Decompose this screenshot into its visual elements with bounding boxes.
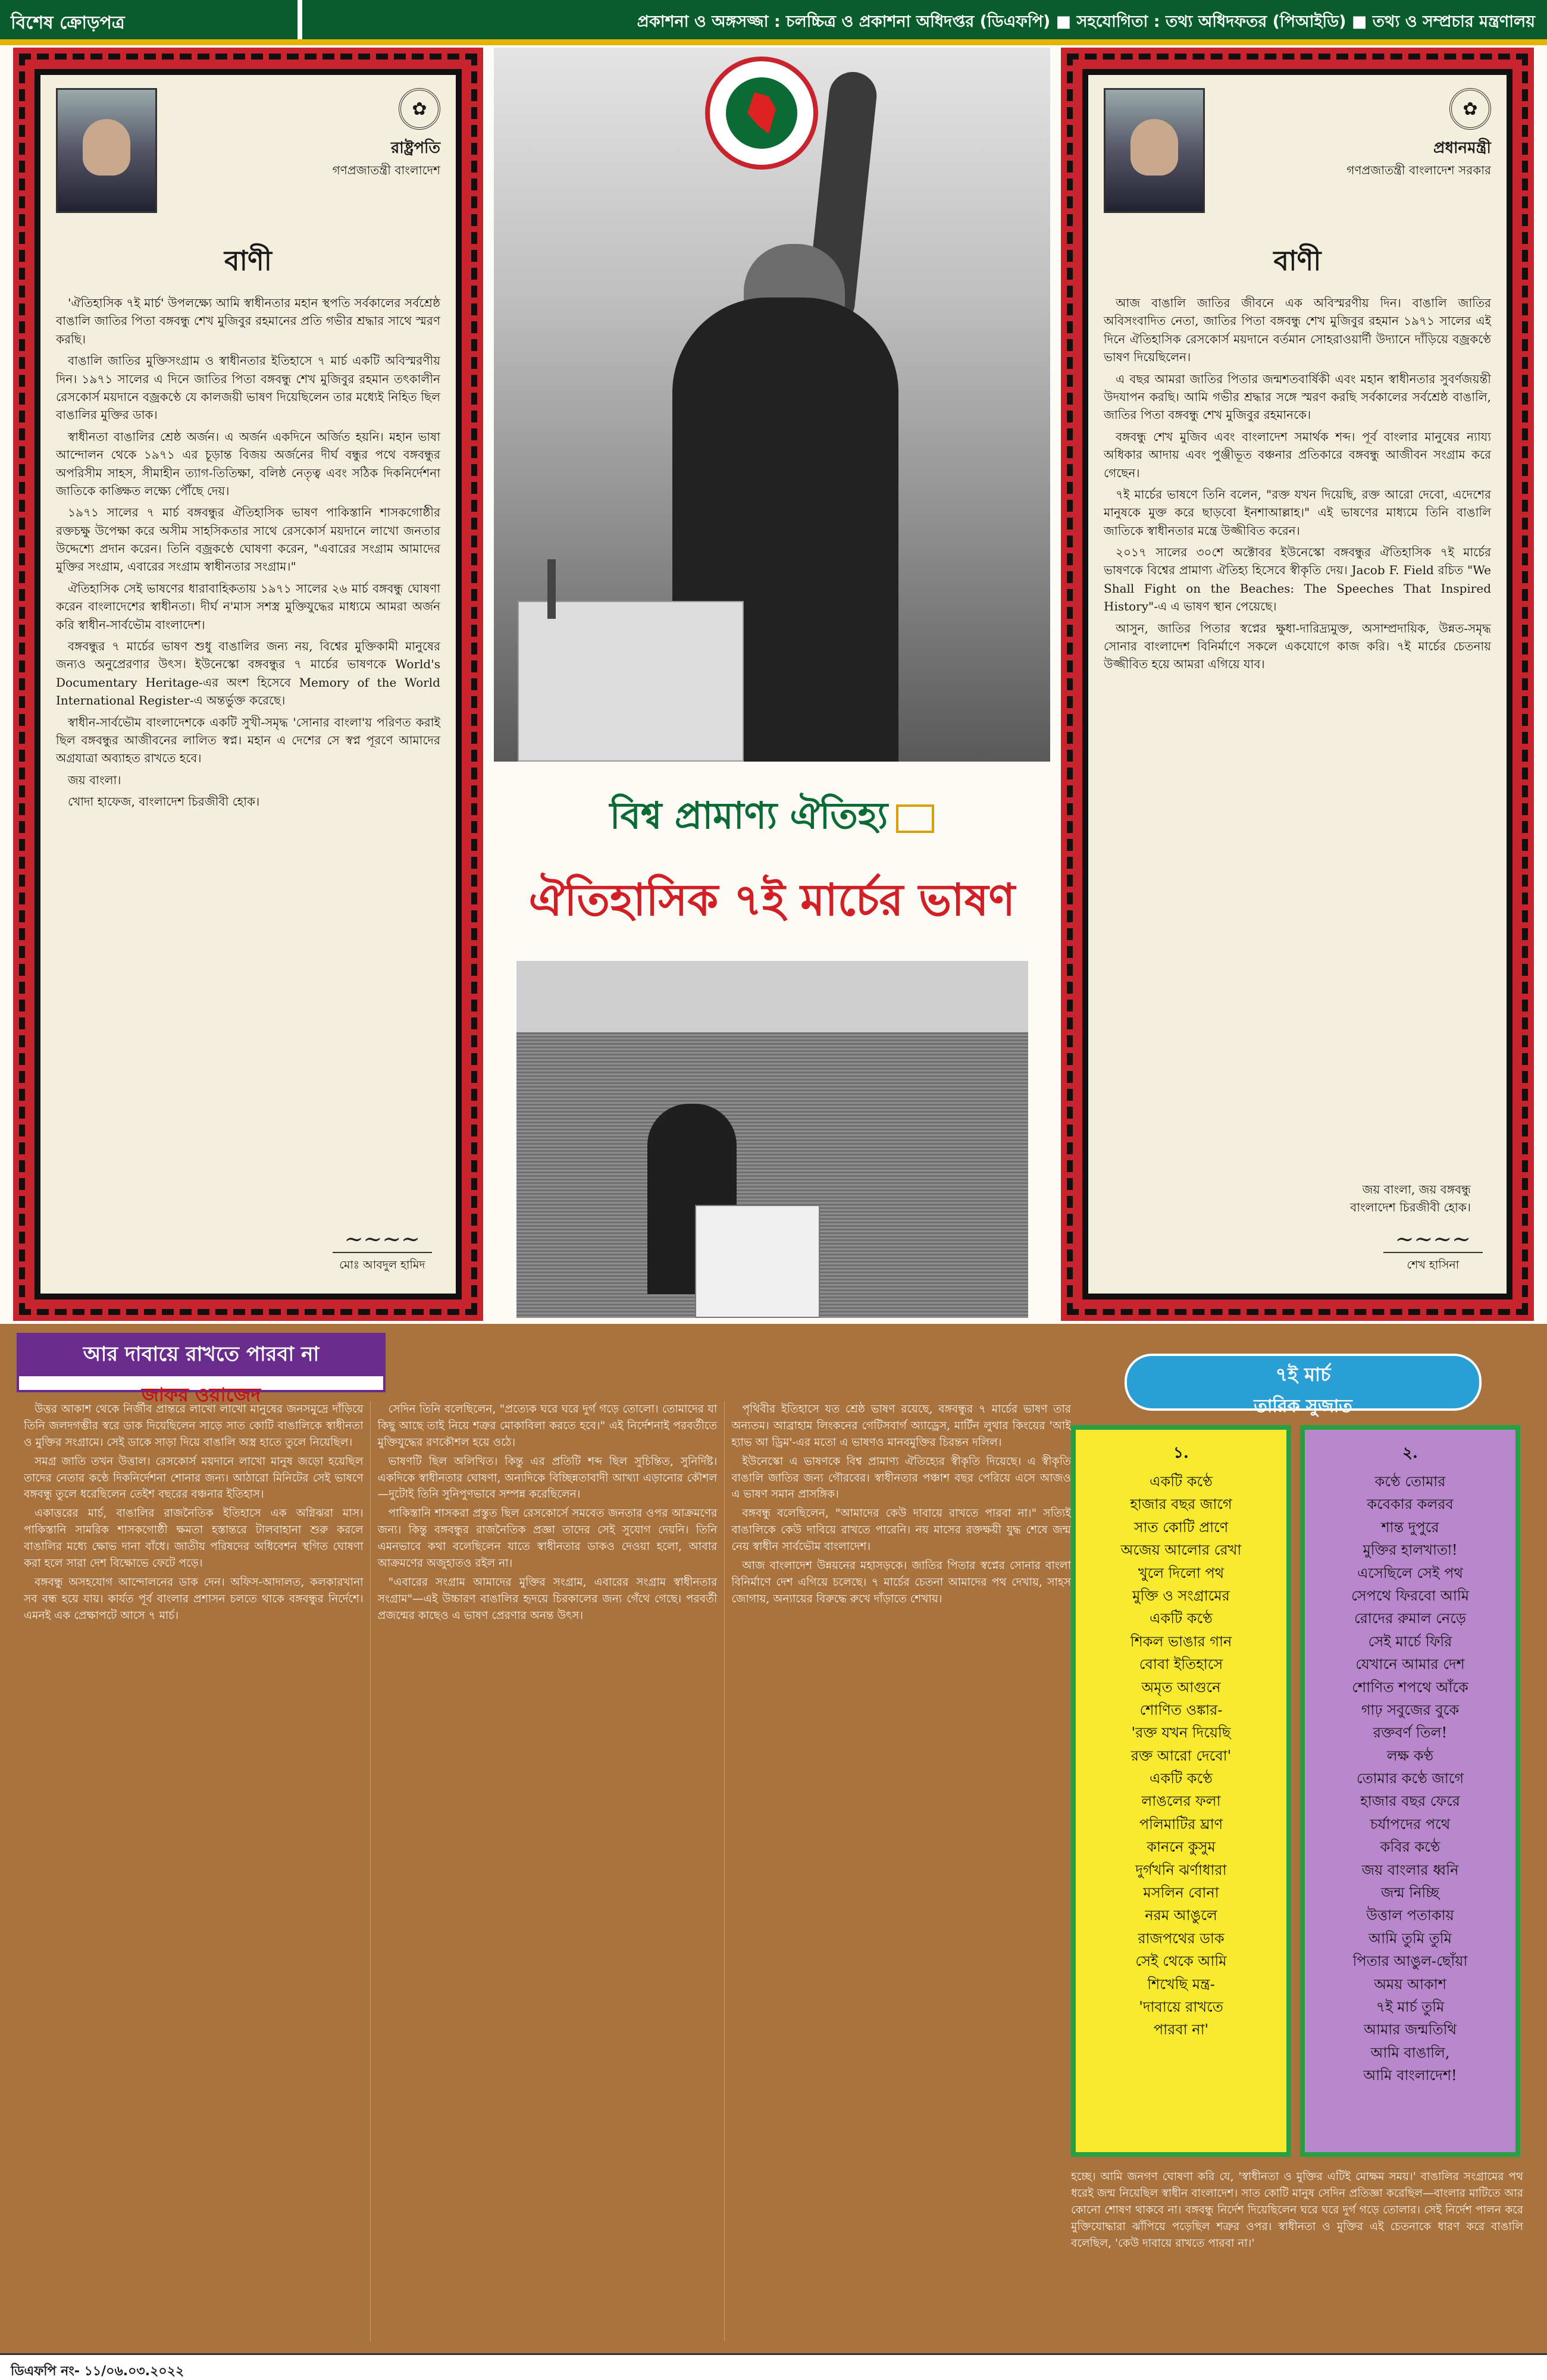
article-paragraph: বঙ্গবন্ধু বলেছিলেন, "আমাদের কেউ দাবায়ে রাখতে পারবা না।" সত্যিই বাঙালিকে কেউ দাবিয়ে রাখতে পারেনি। নয় মাসের রক্তক্ষয়ী যুদ্ধ শেষে জন্ম নেয় স্বাধীন সার্বভৌম বাংলাদেশ। xyxy=(731,1507,1071,1554)
article-paragraph: উত্তর আকাশ থেকে নির্জীব প্রান্তরে লাখো লাখো মানুষের জনসমুদ্রে দাঁড়িয়ে তিনি জলদগম্ভীর স্বরে ডাক দিয়েছিলেন সাড়ে সাত কোটি বাঙালিকে স্বাধীনতা ও মুক্তির সংগ্রামে। সেই ডাকে সাড়া দিয়ে বাঙালি অস্ত্র হাতে তুলে নিয়েছিল। xyxy=(24,1403,364,1449)
pm-office: প্রধানমন্ত্রী xyxy=(1433,139,1491,157)
heritage-headline xyxy=(494,768,1050,940)
header-strip xyxy=(0,0,1547,39)
article-author: জাফর ওয়াজেদ xyxy=(141,1383,261,1406)
president-paragraph: খোদা হাফেজ, বাংলাদেশ চিরজীবী হোক। xyxy=(68,794,260,809)
article-paragraph: ভাষণটি ছিল অলিখিত। কিন্তু এর প্রতিটি শব্দ ছিল সুচিন্তিত, সুনির্দিষ্ট। একদিকে স্বাধীনতার ঘোষণা, অন্যদিকে বিচ্ছিন্নতাবাদী আখ্যা এড়ানোর কৌশল—দুটোই তিনি সুনিপুণভাবে সম্পন্ন করেছিলেন। xyxy=(377,1455,718,1501)
article-body xyxy=(24,1401,1071,2341)
president-message-header xyxy=(56,88,440,237)
poem-line: আমি বাঙালি, xyxy=(1370,2044,1450,2061)
poem-line: উত্তাল পতাকায় xyxy=(1366,1907,1454,1924)
poem-line: খুলে দিলো পথ xyxy=(1138,1564,1225,1582)
pm-country: গণপ্রজাতন্ত্রী বাংলাদেশ সরকার xyxy=(1346,163,1491,177)
article-paragraph: পাকিস্তানি শাসকরা প্রস্তুত ছিল রেসকোর্সে সমবেত জনতার ওপর আক্রমণের জন্য। কিন্তু বঙ্গবন্ধুর রাজনৈতিক প্রজ্ঞা তাদের সেই সুযোগ দেয়নি। তিনি এমনভাবে কথা বলেছিলেন যাতে স্বাধীনতার ডাকও দেওয়া হলো, আবার আক্রমণের অজুহাতও রইল না। xyxy=(377,1507,718,1570)
pm-portrait xyxy=(1104,88,1205,213)
poem-line: একটি কণ্ঠে xyxy=(1150,1770,1213,1787)
article-paragraph: ইউনেস্কো এ ভাষণকে বিশ্ব প্রামাণ্য ঐতিহ্যের স্বীকৃতি দিয়েছে। এ স্বীকৃতি বাঙালি জাতির জন্য গৌরবের। স্বাধীনতার পঞ্চাশ বছর পেরিয়ে এসে আজও এ ভাষণ সমান প্রাসঙ্গিক। xyxy=(731,1455,1071,1501)
article-title-box xyxy=(17,1333,386,1406)
president-paragraph: স্বাধীনতা বাঙালির শ্রেষ্ঠ অর্জন। এ অর্জন একদিনে অর্জিত হয়নি। মহান ভাষা আন্দোলন থেকে ১৯৭১ এর চূড়ান্ত বিজয় অর্জনের দীর্ঘ বন্ধুর পথে বঙ্গবন্ধুর অপরিসীম সাহস, সীমাহীন ত্যাগ-তিতিক্ষা, বলিষ্ঠ নেতৃত্ব এবং সঠিক দিকনির্দেশনা জাতিকে কাঙ্ক্ষিত লক্ষ্যে পৌঁছে দেয়। xyxy=(56,429,440,498)
article-paragraph: আজ বাংলাদেশ উন্নয়নের মহাসড়কে। জাতির পিতার স্বপ্নের সোনার বাংলা বিনির্মাণে দেশ এগিয়ে চলেছে। ৭ মার্চের চেতনা আমাদের পথ দেখায়, সাহস জোগায়, অন্যায়ের বিরুদ্ধে রুখে দাঁড়াতে শেখায়। xyxy=(731,1559,1071,1605)
dfp-number: ডিএফপি নং- ১১/০৬.০৩.২০২২ xyxy=(0,2353,1547,2380)
poem-line: আমি বাংলাদেশ! xyxy=(1363,2067,1457,2084)
poem-line: পলিমাটির ঘ্রাণ xyxy=(1139,1815,1223,1833)
crowd-podium-shape xyxy=(695,1205,820,1318)
poem-line: হাজার বছর ফেরে xyxy=(1360,1793,1460,1810)
article-paragraph: বঙ্গবন্ধু অসহযোগ আন্দোলনের ডাক দেন। অফিস-আদালত, কলকারখানা সব বন্ধ হয়ে যায়। কার্যত পূর্ব বাংলার প্রশাসন চলতে থাকে বঙ্গবন্ধুর নির্দেশে। এমনই এক প্রেক্ষাপটে আসে ৭ মার্চ। xyxy=(24,1576,364,1622)
poem-line: রক্ত আরো দেবো' xyxy=(1130,1747,1232,1764)
poem-lines xyxy=(1082,1470,1280,2041)
poem-line: দুর্গখনি ঝর্ণাধারা xyxy=(1135,1861,1227,1878)
poem-line: শান্ত দুপুরে xyxy=(1381,1518,1439,1536)
crowd-sky xyxy=(516,961,1028,1032)
president-message-heading: বাণী xyxy=(224,245,272,277)
poem-title-badge xyxy=(1125,1354,1482,1417)
national-emblem-icon: ✿ xyxy=(1449,88,1491,130)
poem-line: কবির কণ্ঠে xyxy=(1380,1839,1440,1856)
poem-title: ৭ই মার্চ xyxy=(1275,1363,1331,1386)
bangladesh-map-icon xyxy=(744,92,779,134)
pm-message-header xyxy=(1104,88,1491,237)
poem-line: ৭ই মার্চ তুমি xyxy=(1376,1998,1445,2015)
poem-line: বোবা ইতিহাসে xyxy=(1139,1656,1223,1673)
poem-line: শোণিত শপথে আঁকে xyxy=(1352,1678,1468,1696)
poem-line: হাজার বছর জাগে xyxy=(1130,1496,1232,1513)
article-paragraph: একাত্তরের মার্চ, বাঙালির রাজনৈতিক ইতিহাসে এক অগ্নিঝরা মাস। পাকিস্তানি সামরিক শাসকগোষ্ঠী ক্ষমতা হস্তান্তরে টালবাহানা শুরু করলে বাঙালির মধ্যে ক্ষোভ দানা বাঁধে। জাতীয় পরিষদের অধিবেশন স্থগিত ঘোষণা করা হলে সারা দেশ বিক্ষোভে ফেটে পড়ে। xyxy=(24,1507,364,1570)
pm-closing-line: জয় বাংলা, জয় বঙ্গবন্ধু xyxy=(1362,1182,1471,1197)
president-office: রাষ্ট্রপতি xyxy=(390,139,440,157)
poem-line: এসেছিলে সেই পথ xyxy=(1357,1564,1463,1582)
poem-line: শিকল ভাঙার গান xyxy=(1130,1633,1232,1650)
president-paragraph: ১৯৭১ সালের ৭ মার্চ বঙ্গবন্ধুর ঐতিহাসিক ভাষণ পাকিস্তানি শাসকগোষ্ঠীর রক্তচক্ষু উপেক্ষা করে অসীম সাহসিকতার সাথে রেসকোর্স ময়দানে লাখো জনতার উদ্দেশ্যে প্রদান করেন। তিনি বজ্রকণ্ঠে ঘোষণা করেন, "এবারের সংগ্রাম আমাদের মুক্তির সংগ্রাম, এবারের সংগ্রাম স্বাধীনতার সংগ্রাম।" xyxy=(56,505,440,574)
pm-message-body xyxy=(1104,294,1491,674)
pm-closing-line: বাংলাদেশ চিরজীবী হোক। xyxy=(1350,1200,1471,1214)
president-message-body xyxy=(56,294,440,811)
president-paragraph: 'ঐতিহাসিক ৭ই মার্চ' উপলক্ষ্যে আমি স্বাধীনতার মহান স্থপতি সর্বকালের সর্বশ্রেষ্ঠ বাঙালি জাতির পিতা বঙ্গবন্ধু শেখ মুজিবুর রহমানের প্রতি গভীর শ্রদ্ধার সাথে স্মরণ করছি। xyxy=(56,296,440,346)
poem-line: আমার জন্মতিথি xyxy=(1363,2021,1457,2038)
poem-line: যেখানে আমার দেশ xyxy=(1355,1656,1465,1673)
president-paragraph: বাঙালি জাতির মুক্তিসংগ্রাম ও স্বাধীনতার ইতিহাসে ৭ মার্চ একটি অবিস্মরণীয় দিন। ১৯৭১ সালের এ দিনে জাতির পিতা বঙ্গবন্ধু শেখ মুজিবুর রহমান তৎকালীন রেসকোর্স ময়দানে বজ্রকণ্ঠে যে কালজয়ী ভাষণ দিয়েছিলেন তার মধ্যেই নিহিত ছিল বাঙালির মুক্তির ডাক। xyxy=(56,353,440,422)
poem-line: পিতার আঙুল-ছোঁয়া xyxy=(1352,1953,1468,1970)
president-signature-mark: ~~~~ xyxy=(333,1226,432,1253)
president-paragraph: বঙ্গবন্ধুর ৭ মার্চের ভাষণ শুধু বাঙালির জন্য নয়, বিশ্বের মুক্তিকামী মানুষের জন্যও অনুপ্রেরণার উৎস। ইউনেস্কো বঙ্গবন্ধুর ৭ মার্চের ভাষণকে World's Documentary Heritage-এর অংশ হিসেবে Memory of the World International Register-এ অন্তর্ভুক্ত করেছে। xyxy=(56,639,440,708)
poem-line: অমৃত আগুনে xyxy=(1141,1678,1221,1696)
poem-line: একটি কণ্ঠে xyxy=(1150,1473,1213,1490)
poem-line: মুক্তি ও সংগ্রামের xyxy=(1132,1587,1230,1604)
poem-line: সাত কোটি প্রাণে xyxy=(1133,1518,1229,1536)
poem-line: 'দাবায়ে রাখতে xyxy=(1139,1998,1223,2015)
poem-line: নরম আঙুলে xyxy=(1145,1907,1217,1924)
publisher-credit: প্রকাশনা ও অঙ্গসজ্জা : চলচ্চিত্র ও প্রকাশনা অধিদপ্তর (ডিএফপি) ■ সহযোগিতা : তথ্য অধিদফতর (পিআইডি) ■ তথ্য ও সম্প্রচার মন্ত্রণালয় xyxy=(298,0,1547,39)
poem-line: কবেকার কলরব xyxy=(1367,1496,1454,1513)
pm-message-frame xyxy=(1061,48,1534,1321)
pm-signature-name: শেখ হাসিনা xyxy=(1407,1258,1460,1272)
poem-line: জন্ম নিচ্ছি xyxy=(1380,1884,1440,1902)
poem-line: শোণিত ওঙ্কার- xyxy=(1139,1701,1223,1718)
poem-line: লক্ষ কণ্ঠ xyxy=(1386,1747,1434,1764)
header-divider xyxy=(0,39,1547,45)
pm-closing xyxy=(1350,1180,1471,1216)
article-title: আর দাবায়ে রাখতে পারবা না xyxy=(19,1335,383,1376)
government-logo xyxy=(705,57,818,170)
poem-line: তোমার কণ্ঠে জাগে xyxy=(1356,1770,1464,1787)
president-paragraph: স্বাধীন-সার্বভৌম বাংলাদেশকে একটি সুখী-সমৃদ্ধ 'সোনার বাংলা'য় পরিণত করাই ছিল বঙ্গবন্ধুর আজীবনের লালিত স্বপ্ন। মহান এ দেশের সে স্বপ্ন পূরণে আমাদের অগ্রযাত্রা অব্যাহত রাখতে হবে। xyxy=(56,715,440,766)
poem-line: গাঢ় সবুজের বুকে xyxy=(1361,1701,1460,1718)
president-portrait xyxy=(56,88,157,213)
heritage-subtitle xyxy=(494,788,1050,849)
article-paragraph: সমগ্র জাতি তখন উত্তাল। রেসকোর্স ময়দানে লাখো মানুষ জড়ো হয়েছিল তাদের নেতার কণ্ঠে দিকনির্দেশনা শোনার জন্য। আঠারো মিনিটের সেই ভাষণে বঙ্গবন্ধু তুলে ধরেছিলেন তেইশ বছরের বঞ্চনার ইতিহাস। xyxy=(24,1455,364,1501)
poem-line: পারবা না' xyxy=(1153,2021,1209,2038)
poem-lines xyxy=(1311,1470,1510,2087)
poem-line: রোদের রুমাল নেড়ে xyxy=(1354,1610,1467,1627)
poem-line: মুক্তির হালখাতা! xyxy=(1363,1542,1458,1559)
pm-signature-block xyxy=(1383,1226,1483,1276)
national-emblem-icon: ✿ xyxy=(399,88,440,130)
pm-message-heading: বাণী xyxy=(1273,245,1321,277)
president-paragraph: ঐতিহাসিক সেই ভাষণের ধারাবাহিকতায় ১৯৭১ সালের ২৬ মার্চ বঙ্গবন্ধু ঘোষণা করেন বাংলাদেশের স্বাধীনতা। দীর্ঘ ন'মাস সশস্ত্র মুক্তিযুদ্ধের মাধ্যমে আমরা অর্জন করি স্বাধীন-সার্বভৌম বাংলাদেশ। xyxy=(56,581,440,632)
poem-line: অময় আকাশ xyxy=(1374,1975,1446,1993)
logo-inner-disc xyxy=(726,77,797,149)
pm-paragraph: আসুন, জাতির পিতার স্বপ্নের ক্ষুধা-দারিদ্র্যমুক্ত, অসাম্প্রদায়িক, উন্নত-সমৃদ্ধ সোনার বাংলাদেশ বিনির্মাণে সকলে একযোগে কাজ করি। ৭ই মার্চের চেতনায় উজ্জীবিত হয়ে আমরা এগিয়ে যাব। xyxy=(1104,621,1491,672)
supplement-label: বিশেষ ক্রোড়পত্র xyxy=(0,0,298,39)
president-emblem-block xyxy=(333,88,440,181)
poem-line: শিখেছি মন্ত্র- xyxy=(1147,1975,1215,1993)
heritage-subtitle-text: বিশ্ব প্রামাণ্য ঐতিহ্য xyxy=(609,794,888,837)
poem-line: কাননে কুসুম xyxy=(1147,1839,1216,1856)
portrait-face xyxy=(1130,119,1178,176)
poem-line: সেপথে ফিরবো আমি xyxy=(1351,1587,1470,1604)
poem-line: চর্যাপদের পথে xyxy=(1370,1815,1451,1833)
poem-line: 'রক্ত যখন দিয়েছি xyxy=(1131,1724,1231,1742)
article-paragraph: "এবারের সংগ্রাম আমাদের মুক্তির সংগ্রাম, এবারের সংগ্রাম স্বাধীনতার সংগ্রাম"—এই উচ্চারণ বাঙালির হৃদয়ে চিরকালের জন্য গেঁথে গেছে। পরবর্তী প্রজন্মের কাছেও এ ভাষণ প্রেরণার অনন্ত উৎস। xyxy=(377,1576,718,1622)
pm-paragraph: ৭ই মার্চের ভাষণে তিনি বলেন, "রক্ত যখন দিয়েছি, রক্ত আরো দেবো, এদেশের মানুষকে মুক্ত করে ছাড়বো ইনশাআল্লাহ।" এই ভাষণের মাধ্যমে তিনি বাঙালি জাতিকে স্বাধীনতার মন্ত্রে উজ্জীবিত করেন। xyxy=(1104,487,1491,538)
president-country: গণপ্রজাতন্ত্রী বাংলাদেশ xyxy=(332,163,440,177)
poem-line: সেই মার্চে ফিরি xyxy=(1368,1633,1452,1650)
article-paragraph: সেদিন তিনি বলেছিলেন, "প্রত্যেক ঘরে ঘরে দুর্গ গড়ে তোলো। তোমাদের যা কিছু আছে তাই নিয়ে শত্রুর মোকাবিলা করতে হবে।" এই নির্দেশনাই পরবর্তীতে মুক্তিযুদ্ধের রণকৌশল হয়ে ওঠে। xyxy=(377,1403,718,1449)
poem-line: একটি কণ্ঠে xyxy=(1150,1610,1213,1627)
article-paragraph: পৃথিবীর ইতিহাসে যত শ্রেষ্ঠ ভাষণ রয়েছে, বঙ্গবন্ধুর ৭ মার্চের ভাষণ তার অন্যতম। আব্রাহাম লিংকনের গেটিসবার্গ অ্যাড্রেস, মার্টিন লুথার কিংয়ের 'আই হ্যাভ আ ড্রিম'-এর মতো এ ভাষণও মানবমুক্তির চিরন্তন দলিল। xyxy=(731,1403,1071,1449)
poem-line: আমি তুমি তুমি xyxy=(1368,1930,1452,1947)
poem-line: লাঙলের ফলা xyxy=(1141,1793,1221,1810)
poem-line: রাজপথের ডাক xyxy=(1138,1930,1225,1947)
unesco-icon xyxy=(896,804,934,833)
portrait-face xyxy=(83,119,130,176)
poem-line: রক্তবর্ণ তিল! xyxy=(1373,1724,1448,1742)
pm-signature-mark: ~~~~ xyxy=(1383,1226,1483,1253)
poem-part-one xyxy=(1071,1425,1291,2157)
president-signature-name: মোঃ আবদুল হামিদ xyxy=(339,1258,425,1272)
president-paragraph: জয় বাংলা। xyxy=(68,772,121,787)
pm-paragraph: বঙ্গবন্ধু শেখ মুজিব এবং বাংলাদেশ সমার্থক শব্দ। পূর্ব বাংলার মানুষের ন্যায্য অধিকার আদায় এবং পুঞ্জীভূত বঞ্চনার প্রতিকারে বঙ্গবন্ধু আজীবন সংগ্রাম করে গেছেন। xyxy=(1104,429,1491,480)
poem-line: কণ্ঠে তোমার xyxy=(1374,1473,1446,1490)
poem-author: তারিক সুজাত xyxy=(1254,1396,1352,1417)
poem-line: অজেয় আলোর রেখা xyxy=(1120,1542,1242,1559)
pm-paragraph: এ বছর আমরা জাতির পিতার জন্মশতবার্ষিকী এবং মহান স্বাধীনতার সুবর্ণজয়ন্তী উদযাপন করছি। আমি গভীর শ্রদ্ধার সঙ্গে স্মরণ করছি সর্বকালের সর্বশ্রেষ্ঠ বাঙালি, জাতির পিতা বঙ্গবন্ধু শেখ মুজিবুর রহমানকে। xyxy=(1104,371,1491,422)
pm-paragraph: ২০১৭ সালের ৩০শে অক্টোবর ইউনেস্কো বঙ্গবন্ধুর ঐতিহাসিক ৭ই মার্চের ভাষণকে বিশ্বের প্রামাণ্য ঐতিহ্য হিসেবে স্বীকৃতি দেয়। Jacob F. Field রচিত "We Shall Fight on the Beaches: The Speeches That Inspired History"-এ এ ভাষণ স্থান পেয়েছে। xyxy=(1104,545,1491,614)
pm-paragraph: আজ বাঙালি জাতির জীবনে এক অবিস্মরণীয় দিন। বাঙালি জাতির অবিসংবাদিত নেতা, জাতির পিতা বঙ্গবন্ধু শেখ মুজিবুর রহমান ১৯৭১ সালের এই দিনে ঐতিহাসিক রেসকোর্স ময়দানে বর্তমান সোহরাওয়ার্দী উদ্যানে দাঁড়িয়ে বজ্রকণ্ঠে ভাষণ দিয়েছিলেন। xyxy=(1104,296,1491,365)
poem-part-two xyxy=(1300,1425,1520,2157)
heritage-title: ঐতিহাসিক ৭ই মার্চের ভাষণ xyxy=(528,875,1016,926)
poem-part-number: ১. xyxy=(1173,1444,1189,1462)
podium-shape xyxy=(518,601,744,762)
pm-emblem-block xyxy=(1346,88,1491,181)
president-message-panel xyxy=(35,69,462,1299)
president-signature-block xyxy=(333,1226,432,1276)
poem-line: জয় বাংলার ধ্বনি xyxy=(1361,1861,1459,1878)
poem-line: মসলিন বোনা xyxy=(1143,1884,1219,1902)
poem-part-number: ২. xyxy=(1402,1444,1418,1462)
poem-line: সেই থেকে আমি xyxy=(1135,1953,1227,1970)
crowd-photo xyxy=(516,961,1028,1318)
microphone-shape xyxy=(547,559,556,619)
article-continuation: হচ্ছে। আমি জনগণ ঘোষণা করি যে, 'স্বাধীনতা ও মুক্তির এটিই মোক্ষম সময়।' বাঙালির সংগ্রামের পথ ধরেই জন্ম নিয়েছিল স্বাধীন বাংলাদেশ। সাত কোটি মানুষ সেদিন প্রতিজ্ঞা করেছিল—বাংলার মাটিতে আর কোনো শোষণ থাকবে না। বঙ্গবন্ধু নির্দেশ দিয়েছিলেন ঘরে ঘরে দুর্গ গড়ে তোলার। সেই নির্দেশ পালন করে মুক্তিযোদ্ধারা ঝাঁপিয়ে পড়েছিল শত্রুর ওপর। স্বাধীনতা ও মুক্তির এই চেতনাকে ধারণ করে বাঙালি বলেছিল, 'কেউ দাবায়ে রাখতে পারবা না।' xyxy=(1071,2171,1523,2250)
president-message-frame xyxy=(13,48,483,1321)
pm-message-panel xyxy=(1082,69,1512,1299)
